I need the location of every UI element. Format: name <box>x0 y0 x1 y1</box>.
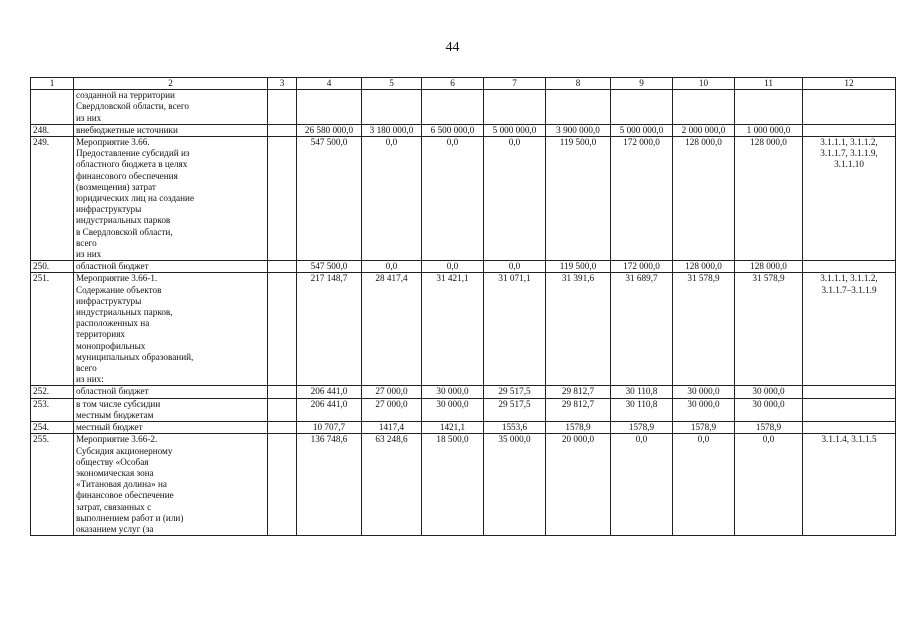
amount-cell <box>673 90 735 125</box>
amount-cell: 27 000,0 <box>362 386 422 398</box>
amount-cell: 128 000,0 <box>735 261 803 273</box>
budget-table <box>30 77 896 536</box>
amount-cell: 29 517,5 <box>484 398 546 421</box>
amount-cell: 31 689,7 <box>611 273 673 386</box>
amount-cell: 30 000,0 <box>735 398 803 421</box>
row-col3 <box>268 422 297 434</box>
amount-cell: 206 441,0 <box>297 398 362 421</box>
table-row <box>31 398 896 421</box>
amount-cell: 3 180 000,0 <box>362 124 422 136</box>
amount-cell: 128 000,0 <box>673 261 735 273</box>
amount-cell: 6 500 000,0 <box>422 124 484 136</box>
column-header: 9 <box>611 78 673 90</box>
amount-cell: 1578,9 <box>546 422 611 434</box>
column-header: 12 <box>803 78 896 90</box>
amount-cell: 31 391,6 <box>546 273 611 386</box>
row-col3 <box>268 398 297 421</box>
amount-cell: 3 900 000,0 <box>546 124 611 136</box>
amount-cell: 5 000 000,0 <box>611 124 673 136</box>
row-name: в том числе субсидии местным бюджетам <box>74 398 268 421</box>
amount-cell: 1578,9 <box>673 422 735 434</box>
amount-cell <box>297 90 362 125</box>
amount-cell: 206 441,0 <box>297 386 362 398</box>
amount-cell <box>735 90 803 125</box>
amount-cell: 1417,4 <box>362 422 422 434</box>
amount-cell: 172 000,0 <box>611 137 673 261</box>
table-row <box>31 90 896 125</box>
amount-cell: 31 578,9 <box>673 273 735 386</box>
row-codes <box>803 124 896 136</box>
row-index: 251. <box>31 273 74 386</box>
amount-cell: 2 000 000,0 <box>673 124 735 136</box>
amount-cell: 63 248,6 <box>362 434 422 536</box>
amount-cell: 20 000,0 <box>546 434 611 536</box>
row-name: созданной на территории Свердловской области, всего из них <box>74 90 268 125</box>
amount-cell: 1553,6 <box>484 422 546 434</box>
amount-cell: 1421,1 <box>422 422 484 434</box>
amount-cell: 0,0 <box>484 137 546 261</box>
amount-cell: 10 707,7 <box>297 422 362 434</box>
amount-cell: 30 000,0 <box>673 398 735 421</box>
column-header: 7 <box>484 78 546 90</box>
column-header: 8 <box>546 78 611 90</box>
table-row <box>31 261 896 273</box>
row-codes: 3.1.1.1, 3.1.1.2, 3.1.1.7, 3.1.1.9, 3.1.1.10 <box>803 137 896 261</box>
amount-cell: 1578,9 <box>611 422 673 434</box>
row-codes: 3.1.1.1, 3.1.1.2, 3.1.1.7–3.1.1.9 <box>803 273 896 386</box>
amount-cell: 0,0 <box>735 434 803 536</box>
amount-cell: 30 000,0 <box>673 386 735 398</box>
amount-cell: 18 500,0 <box>422 434 484 536</box>
row-index: 249. <box>31 137 74 261</box>
amount-cell: 0,0 <box>422 261 484 273</box>
row-col3 <box>268 273 297 386</box>
amount-cell: 30 110,8 <box>611 386 673 398</box>
amount-cell: 217 148,7 <box>297 273 362 386</box>
row-name: местный бюджет <box>74 422 268 434</box>
amount-cell: 1 000 000,0 <box>735 124 803 136</box>
amount-cell: 119 500,0 <box>546 137 611 261</box>
row-col3 <box>268 434 297 536</box>
amount-cell: 29 517,5 <box>484 386 546 398</box>
row-name: Мероприятие 3.66. Предоставление субсидий из областного бюджета в целях финансового обеспечения (возмещения) затрат юридических лиц на создание инфраструктуры индустриальных парков в Свердловской области, всего из них <box>74 137 268 261</box>
row-index: 254. <box>31 422 74 434</box>
row-index: 255. <box>31 434 74 536</box>
amount-cell: 136 748,6 <box>297 434 362 536</box>
row-col3 <box>268 124 297 136</box>
row-col3 <box>268 386 297 398</box>
amount-cell: 31 578,9 <box>735 273 803 386</box>
amount-cell: 30 000,0 <box>422 386 484 398</box>
amount-cell: 119 500,0 <box>546 261 611 273</box>
amount-cell: 0,0 <box>422 137 484 261</box>
amount-cell: 28 417,4 <box>362 273 422 386</box>
amount-cell: 29 812,7 <box>546 398 611 421</box>
amount-cell: 128 000,0 <box>673 137 735 261</box>
amount-cell: 29 812,7 <box>546 386 611 398</box>
amount-cell: 0,0 <box>611 434 673 536</box>
row-codes <box>803 90 896 125</box>
row-col3 <box>268 90 297 125</box>
amount-cell <box>362 90 422 125</box>
amount-cell <box>611 90 673 125</box>
table-body <box>31 78 896 536</box>
column-header: 11 <box>735 78 803 90</box>
amount-cell: 31 421,1 <box>422 273 484 386</box>
row-name: Мероприятие 3.66-2. Субсидия акционерному обществу «Особая экономическая зона «Титановая долина» на финансовое обеспечение затрат, связанных с выполнением работ и (или) оказанием услуг (за <box>74 434 268 536</box>
row-name: областной бюджет <box>74 261 268 273</box>
amount-cell: 128 000,0 <box>735 137 803 261</box>
row-codes <box>803 422 896 434</box>
row-name: Мероприятие 3.66-1. Содержание объектов инфраструктуры индустриальных парков, расположенных на территориях монопрофильных муниципальных образований, всего из них: <box>74 273 268 386</box>
amount-cell: 0,0 <box>362 261 422 273</box>
amount-cell: 30 000,0 <box>422 398 484 421</box>
column-header: 10 <box>673 78 735 90</box>
row-index: 250. <box>31 261 74 273</box>
row-col3 <box>268 137 297 261</box>
table-row <box>31 422 896 434</box>
column-header-row <box>31 78 896 90</box>
amount-cell <box>484 90 546 125</box>
amount-cell: 26 580 000,0 <box>297 124 362 136</box>
page-number: 44 <box>445 40 460 55</box>
amount-cell: 27 000,0 <box>362 398 422 421</box>
row-index <box>31 90 74 125</box>
column-header: 3 <box>268 78 297 90</box>
table-row <box>31 386 896 398</box>
row-codes: 3.1.1.4, 3.1.1.5 <box>803 434 896 536</box>
row-codes <box>803 261 896 273</box>
amount-cell <box>546 90 611 125</box>
column-header: 2 <box>74 78 268 90</box>
row-index: 253. <box>31 398 74 421</box>
amount-cell: 5 000 000,0 <box>484 124 546 136</box>
amount-cell: 547 500,0 <box>297 137 362 261</box>
amount-cell: 1578,9 <box>735 422 803 434</box>
amount-cell: 547 500,0 <box>297 261 362 273</box>
amount-cell: 30 110,8 <box>611 398 673 421</box>
column-header: 1 <box>31 78 74 90</box>
row-col3 <box>268 261 297 273</box>
row-codes <box>803 398 896 421</box>
table-row <box>31 124 896 136</box>
amount-cell <box>422 90 484 125</box>
row-name: внебюджетные источники <box>74 124 268 136</box>
table-row <box>31 137 896 261</box>
row-index: 252. <box>31 386 74 398</box>
column-header: 4 <box>297 78 362 90</box>
row-codes <box>803 386 896 398</box>
amount-cell: 0,0 <box>362 137 422 261</box>
amount-cell: 31 071,1 <box>484 273 546 386</box>
amount-cell: 30 000,0 <box>735 386 803 398</box>
amount-cell: 0,0 <box>484 261 546 273</box>
column-header: 5 <box>362 78 422 90</box>
amount-cell: 35 000,0 <box>484 434 546 536</box>
table-row <box>31 273 896 386</box>
row-name: областной бюджет <box>74 386 268 398</box>
table-row <box>31 434 896 536</box>
column-header: 6 <box>422 78 484 90</box>
amount-cell: 0,0 <box>673 434 735 536</box>
row-index: 248. <box>31 124 74 136</box>
amount-cell: 172 000,0 <box>611 261 673 273</box>
